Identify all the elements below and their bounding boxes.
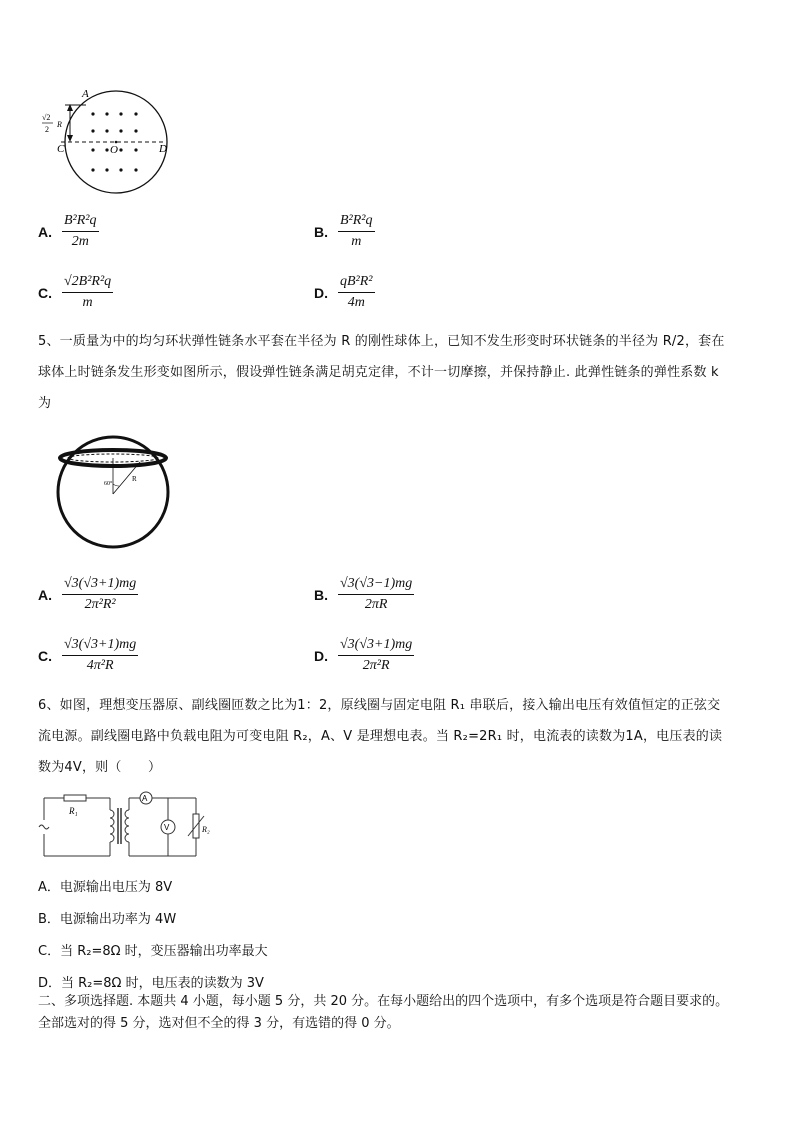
fig1-label-o: O bbox=[110, 144, 118, 156]
fig3-r1-label: R₁ bbox=[69, 806, 78, 816]
q6-option-c: C．当 R₂=8Ω 时，变压器输出功率最大 bbox=[38, 944, 268, 959]
q6-option-d: D．当 R₂=8Ω 时，电压表的读数为 3V bbox=[38, 976, 264, 991]
section-2-line-1: 二、多项选择题. 本题共 4 小题，每小题 5 分，共 20 分。在每小题给出的四个选项中，有多个选项是符合题目要求的。 bbox=[38, 994, 729, 1009]
fig2-angle-label: 60° bbox=[104, 481, 113, 487]
q5-option-c-den: 4π²R bbox=[86, 658, 114, 673]
q4-option-c-den: m bbox=[82, 295, 93, 310]
fig3-ammeter-label: A bbox=[142, 794, 148, 803]
q4-option-c bbox=[38, 274, 113, 311]
q5-option-d-label: D. bbox=[314, 647, 328, 664]
q4-option-d bbox=[314, 274, 375, 311]
q6-line-3: 数为4V，则（ ） bbox=[38, 760, 162, 775]
q5-option-a-num: √3(√3+1)mg bbox=[62, 576, 138, 595]
fig1-label-r: R bbox=[57, 120, 62, 129]
question-6-text bbox=[38, 690, 763, 783]
q4-option-d-num: qB²R² bbox=[338, 274, 375, 293]
q5-option-c-num: √3(√3+1)mg bbox=[62, 637, 138, 656]
fig2-r-label: R bbox=[132, 475, 137, 483]
q5-option-b-den: 2πR bbox=[364, 597, 388, 612]
q4-option-a-num: B²R²q bbox=[62, 213, 99, 232]
fig1-label-a: A bbox=[82, 88, 89, 100]
q4-option-c-num: √2B²R²q bbox=[62, 274, 113, 293]
q5-line-1: 5、一质量为中的均匀环状弹性链条水平套在半径为 R 的刚性球体上，已知不发生形变时环状链条的半径为 R/2，套在 bbox=[38, 334, 725, 349]
q5-line-2: 球体上时链条发生形变如图所示，假设弹性链条满足胡克定律，不计一切摩擦，并保持静止. 此弹性链条的弹性系数 k bbox=[38, 365, 719, 380]
q6-option-a: A．电源输出电压为 8V bbox=[38, 880, 173, 895]
figure-magnetic-field-circle bbox=[38, 86, 178, 196]
q5-option-a-den: 2π²R² bbox=[84, 597, 116, 612]
q6-line-1: 6、如图，理想变压器原、副线圈匝数之比为1：2，原线圈与固定电阻 R₁ 串联后，接入输出电压有效值恒定的正弦交 bbox=[38, 698, 721, 713]
q4-option-d-den: 4m bbox=[347, 295, 365, 310]
q4-option-b bbox=[314, 213, 375, 250]
q5-option-c bbox=[38, 637, 138, 674]
q5-option-a-label: A. bbox=[38, 586, 52, 603]
figure-transformer-circuit bbox=[36, 790, 226, 862]
q4-option-a-den: 2m bbox=[71, 234, 89, 249]
q5-line-3: 为 bbox=[38, 396, 52, 411]
fig1-frac-den: 2 bbox=[45, 125, 49, 134]
section-2-line-2: 全部选对的得 5 分，选对但不全的得 3 分，有选错的得 0 分。 bbox=[38, 1016, 400, 1031]
q5-option-c-label: C. bbox=[38, 647, 52, 664]
q6-line-2: 流电源。副线圈电路中负载电阻为可变电阻 R₂，A、V 是理想电表。当 R₂=2R₁ 时，电流表的读数为1A，电压表的读 bbox=[38, 729, 723, 744]
figure-sphere-chain bbox=[52, 424, 182, 554]
q5-option-b-label: B. bbox=[314, 586, 328, 603]
q5-option-a bbox=[38, 576, 138, 613]
question-5-text bbox=[38, 326, 763, 419]
q4-option-c-label: C. bbox=[38, 284, 52, 301]
q5-option-d bbox=[314, 637, 414, 674]
q4-option-a-label: A. bbox=[38, 223, 52, 240]
q5-option-b bbox=[314, 576, 414, 613]
q5-option-b-num: √3(√3−1)mg bbox=[338, 576, 414, 595]
fig1-label-d: D bbox=[159, 143, 167, 155]
q5-option-d-num: √3(√3+1)mg bbox=[338, 637, 414, 656]
q4-option-d-label: D. bbox=[314, 284, 328, 301]
q5-option-d-den: 2π²R bbox=[362, 658, 390, 673]
q6-option-b: B．电源输出功率为 4W bbox=[38, 912, 177, 927]
q4-option-a bbox=[38, 213, 99, 250]
fig1-frac-num: √2 bbox=[42, 113, 51, 122]
fig1-label-c: C bbox=[57, 143, 65, 155]
section-2-instructions bbox=[38, 991, 768, 1035]
fig3-voltmeter-label: V bbox=[164, 823, 170, 832]
q4-option-b-num: B²R²q bbox=[338, 213, 375, 232]
fig3-r2-label: R₂ bbox=[202, 825, 210, 834]
q4-option-b-den: m bbox=[351, 234, 362, 249]
q6-options bbox=[38, 872, 268, 1000]
q4-option-b-label: B. bbox=[314, 223, 328, 240]
